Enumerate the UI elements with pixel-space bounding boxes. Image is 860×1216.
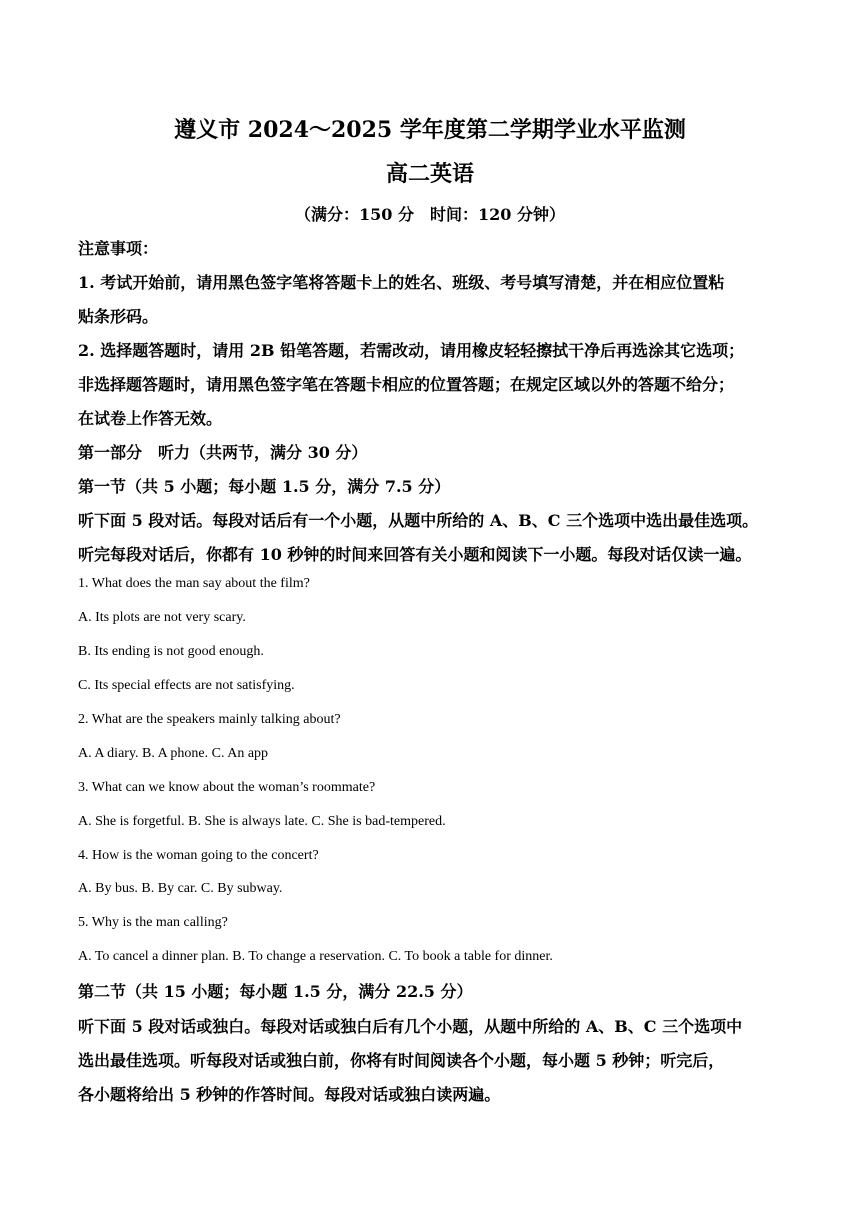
section1-instructions: 听下面 5 段对话。每段对话后有一个小题，从题中所给的 A、B、C 三个选项中选出最佳选项。: [78, 511, 759, 530]
question-1: 1. What does the man say about the film?: [78, 576, 310, 591]
exam-title: 遵义市 2024～2025 学年度第二学期学业水平监测: [174, 117, 686, 143]
section2-heading: 第二节（共 15 小题；每小题 1.5 分，满分 22.5 分）: [78, 982, 473, 1001]
question-2: 2. What are the speakers mainly talking about?: [78, 712, 341, 727]
notes-item-1-cont: 贴条形码。: [78, 307, 159, 326]
section2-instructions-cont2: 各小题将给出 5 秒钟的作答时间。每段对话或独白读两遍。: [78, 1085, 501, 1104]
section2-instructions-cont: 选出最佳选项。听每段对话或独白前，你将有时间阅读各个小题，每小题 5 秒钟；听完后，: [78, 1051, 725, 1070]
question-1-option-c: C. Its special effects are not satisfying.: [78, 678, 295, 693]
section1-instructions-cont: 听完每段对话后，你都有 10 秒钟的时间来回答有关小题和阅读下一小题。每段对话仅读一遍。: [78, 545, 752, 564]
question-3: 3. What can we know about the woman’s roommate?: [78, 780, 376, 795]
question-4: 4. How is the woman going to the concert?: [78, 848, 319, 863]
question-1-option-a: A. Its plots are not very scary.: [78, 610, 246, 625]
notes-item-1: 1. 考试开始前，请用黑色签字笔将答题卡上的姓名、班级、考号填写清楚，并在相应位置粘: [78, 273, 725, 292]
score-time-info: （满分：150 分 时间：120 分钟）: [295, 205, 565, 224]
notes-item-2: 2. 选择题答题时，请用 2B 铅笔答题，若需改动，请用橡皮轻轻擦拭干净后再选涂其它选项；: [78, 341, 745, 360]
question-5-options: A. To cancel a dinner plan. B. To change a reservation. C. To book a table for dinner.: [78, 949, 553, 964]
question-4-options: A. By bus. B. By car. C. By subway.: [78, 881, 283, 896]
notes-item-2-cont2: 在试卷上作答无效。: [78, 409, 223, 428]
question-5: 5. Why is the man calling?: [78, 915, 228, 930]
question-2-options: A. A diary. B. A phone. C. An app: [78, 746, 269, 761]
question-1-option-b: B. Its ending is not good enough.: [78, 644, 264, 659]
part1-heading: 第一部分 听力（共两节，满分 30 分）: [78, 443, 368, 462]
notes-item-2-cont: 非选择题答题时，请用黑色签字笔在答题卡相应的位置答题；在规定区域以外的答题不给分；: [78, 375, 735, 394]
subject-title: 高二英语: [385, 161, 474, 187]
notes-heading: 注意事项：: [78, 239, 159, 258]
section2-instructions: 听下面 5 段对话或独白。每段对话或独白后有几个小题，从题中所给的 A、B、C 三个选项中: [78, 1017, 743, 1036]
question-3-options: A. She is forgetful. B. She is always late. C. She is bad-tempered.: [78, 814, 446, 829]
section1-heading: 第一节（共 5 小题；每小题 1.5 分，满分 7.5 分）: [78, 477, 451, 496]
